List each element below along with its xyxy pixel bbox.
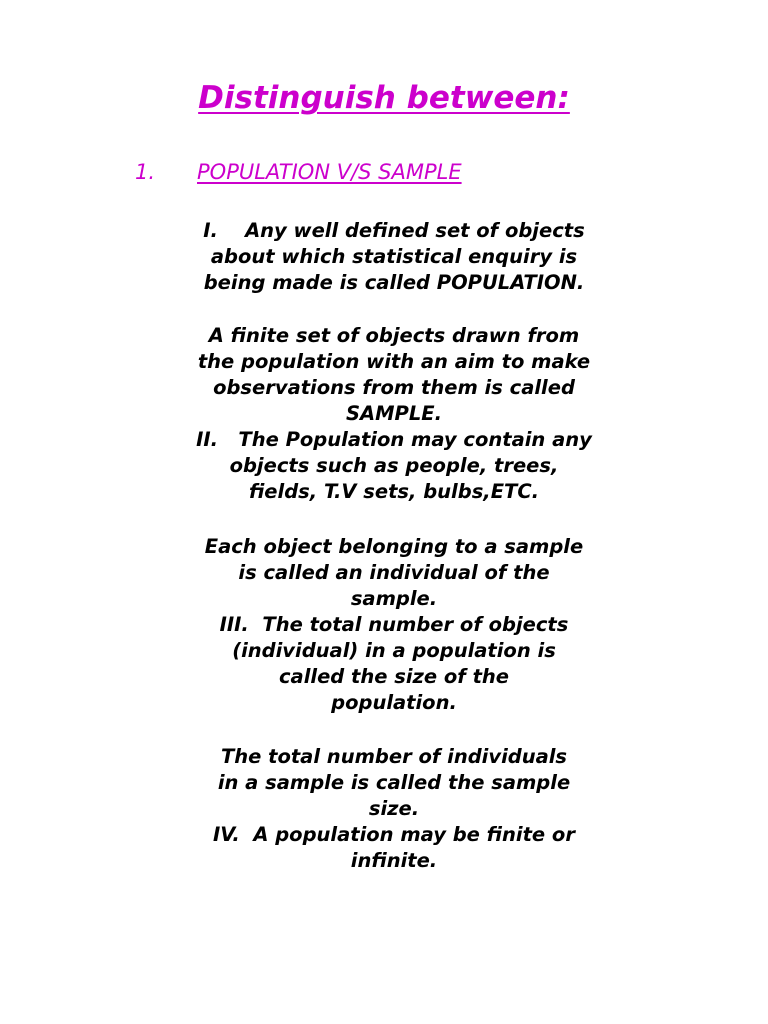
paragraph-line: in a sample is called the sample: [217, 771, 571, 794]
paragraph-line: is called an individual of the: [238, 561, 550, 584]
paragraph-line: observations from them is called: [213, 376, 575, 399]
paragraph-line: the population with an aim to make: [197, 350, 591, 373]
paragraph-line: fields, T.V sets, bulbs,ETC.: [248, 480, 540, 503]
section-heading: [135, 160, 462, 184]
paragraph-line: called the size of the: [278, 665, 510, 688]
paragraph-line: I. Any well defined set of objects: [203, 219, 585, 242]
paragraph-line: infinite.: [350, 849, 438, 872]
paragraph-line: Each object belonging to a sample: [204, 535, 584, 558]
paragraph-line: being made is called POPULATION.: [203, 271, 585, 294]
section-heading-text: POPULATION V/S SAMPLE: [197, 160, 462, 184]
paragraph-line: IV. A population may be finite or: [213, 823, 575, 846]
paragraph-line: population.: [331, 691, 457, 714]
paragraph-line: (individual) in a population is: [232, 639, 556, 662]
paragraph-line: sample.: [350, 587, 438, 610]
paragraph-1: [150, 218, 638, 296]
paragraph-line: objects such as people, trees,: [229, 454, 559, 477]
paragraph-line: III. The total number of objects: [219, 613, 569, 636]
paragraph-line: about which statistical enquiry is: [210, 245, 578, 268]
paragraph-3: [150, 534, 638, 716]
paragraph-line: II. The Population may contain any: [196, 428, 592, 451]
paragraph-4: [150, 744, 638, 874]
paragraph-line: A finite set of objects drawn from: [208, 324, 580, 347]
section-number: 1.: [135, 160, 156, 184]
paragraph-line: size.: [368, 797, 420, 820]
paragraph-line: The total number of individuals: [220, 745, 568, 768]
page-title: Distinguish between:: [198, 80, 570, 116]
paragraph-2: [150, 323, 638, 505]
paragraph-line: SAMPLE.: [346, 402, 442, 425]
